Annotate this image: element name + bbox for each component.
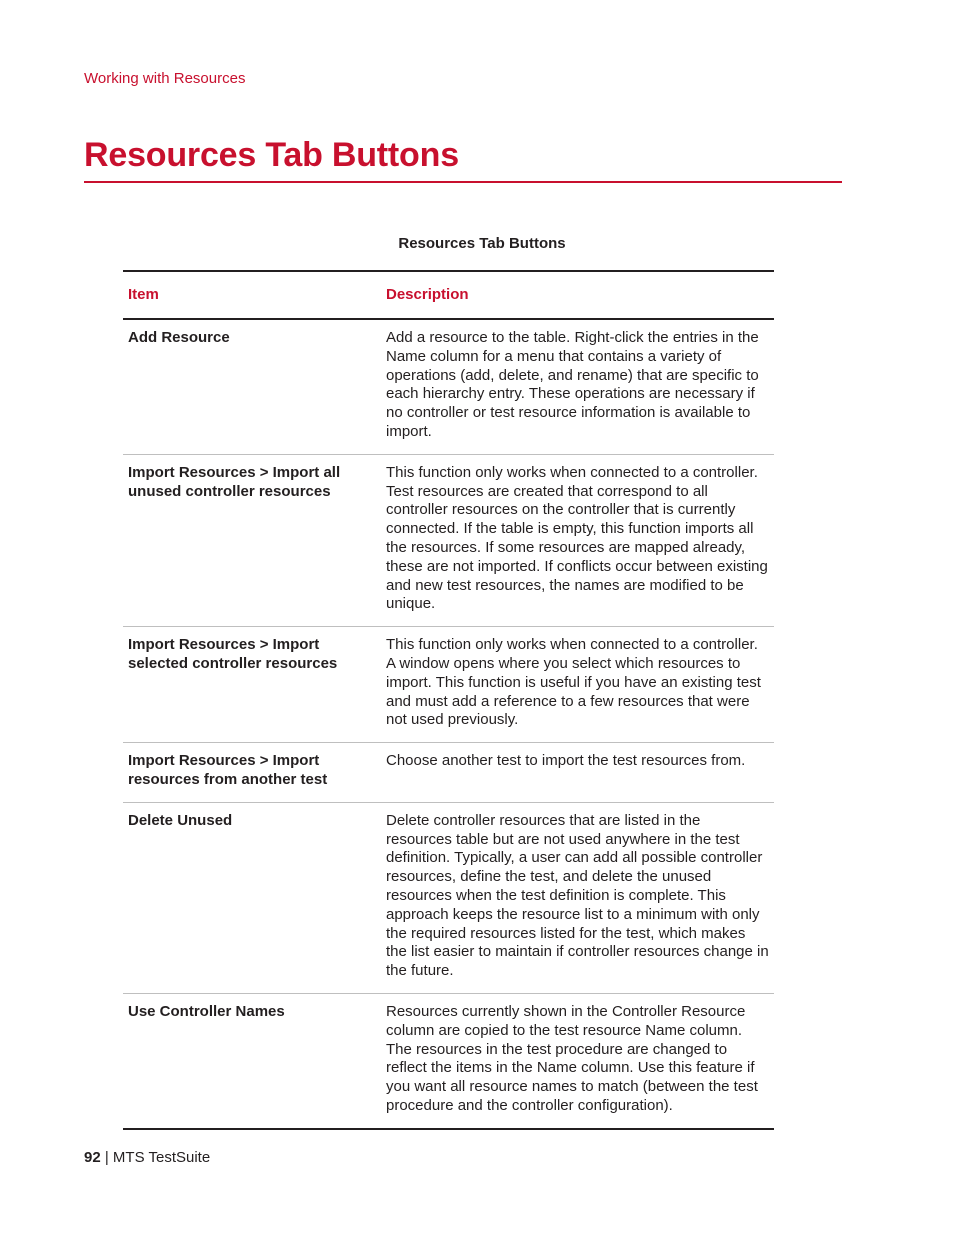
table-row xyxy=(123,993,774,1128)
row-description: Resources currently shown in the Controller Resource column are copied to the test resource Name column. The resources in the test procedure are changed to reflect the items in the Name column. Use this feature if you want all resource names to match (between the test procedure and the controller configuration). xyxy=(386,1002,758,1114)
row-item: Use Controller Names xyxy=(128,1002,285,1020)
footer-separator: | xyxy=(100,1149,113,1166)
column-header-item: Item xyxy=(128,285,159,303)
running-header: Working with Resources xyxy=(84,70,246,87)
table-row xyxy=(123,627,774,743)
row-item: Add Resource xyxy=(128,329,230,346)
row-item: Import Resources > Import all unused controller resources xyxy=(128,463,341,500)
row-description: Choose another test to import the test resources from. xyxy=(386,752,746,770)
table-row xyxy=(123,454,774,626)
row-description: Add a resource to the table. Right-click the entries in the Name column for a menu that contains a variety of operations (add, delete, and rename) that are specific to each hierarchy entry. These operations are necessary if no controller or test resource information is available to import. xyxy=(386,329,759,440)
row-description: This function only works when connected to a controller. A window opens where you select which resources to import. This function is useful if you have an existing test and must add a reference to a few resources that were not used previously. xyxy=(386,636,761,729)
row-description: This function only works when connected to a controller. Test resources are created that correspond to all controller resources on the controller that is currently connected. If the table is empty, this function imports all the resources. If some resources are mapped already, these are not imported. If conflicts occur between existing and new test resources, the names are modified to be unique. xyxy=(386,463,768,613)
footer-product-name: MTS TestSuite xyxy=(112,1149,211,1166)
row-item: Import Resources > Import selected controller resources xyxy=(128,636,338,672)
page-footer xyxy=(84,1149,210,1166)
resources-table-container xyxy=(123,270,774,1130)
row-item: Delete Unused xyxy=(128,811,233,829)
table-row xyxy=(123,743,774,803)
resources-table xyxy=(123,270,774,1130)
row-item: Import Resources > Import resources from another test xyxy=(128,752,328,788)
page-title: Resources Tab Buttons xyxy=(84,136,459,174)
table-row xyxy=(123,802,774,993)
title-rule xyxy=(84,181,842,183)
column-header-description: Description xyxy=(386,285,469,303)
page-number: 92 xyxy=(84,1149,101,1166)
table-row xyxy=(123,319,774,454)
table-caption: Resources Tab Buttons xyxy=(398,235,566,252)
table-header-row xyxy=(123,271,774,319)
row-description: Delete controller resources that are listed in the resources table but are not used anywhere in the test definition. Typically, a user can add all possible controller resources, define the test, and delete the unused resources when the test definition is complete. This approach keeps the resource list to a minimum with only the required resources listed for the test, which makes the list easier to maintain if controller resources change in the future. xyxy=(386,811,769,980)
